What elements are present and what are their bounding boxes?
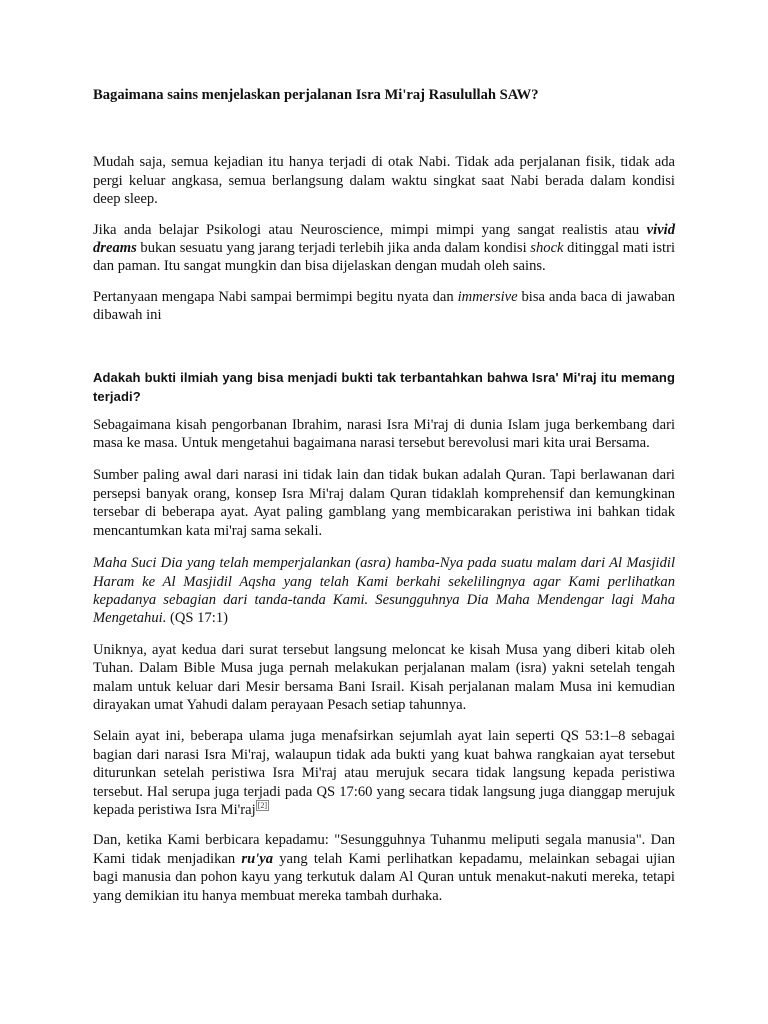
question-heading: Adakah bukti ilmiah yang bisa menjadi bukti tak terbantahkan bahwa Isra' Mi'raj itu memang terjadi? (93, 369, 675, 404)
paragraph-verse-quote (93, 554, 675, 628)
emphasis-immersive: immersive (457, 288, 518, 305)
emphasis-shock: shock (530, 240, 564, 257)
text-segment: Selain ayat ini, beberapa ulama juga menafsirkan sejumlah ayat lain seperti QS 53:1–8 sebagai bagian dari narasi Isra Mi'raj, walaupun tidak ada bukti yang kuat bahwa rangkaian ayat tersebut diturunkan setelah peristiwa Isra Mi'raj atau merujuk secara tidak langsung kepada peristiwa tersebut. Hal serupa juga terjadi pada QS 17:60 yang secara tidak langsung juga dianggap merujuk kepada peristiwa Isra Mi'raj (93, 728, 675, 818)
text-segment: bukan sesuatu yang jarang terjadi terlebih jika anda dalam kondisi (136, 240, 531, 257)
footnote-link[interactable]: [2] (257, 801, 268, 811)
text-segment: Dan, ketika Kami berbicara kepadamu: "Sesungguhnya Tuhanmu meliputi segala manusia". Dan Kami tidak menjadikan (93, 832, 675, 867)
text-segment: ditinggal mati istri dan paman. Itu sangat mungkin dan bisa dijelaskan dengan mudah oleh sains. (93, 240, 676, 275)
paragraph-question-lead (93, 288, 675, 325)
verse-reference: (QS 17:1) (166, 610, 228, 627)
paragraph-intro: Mudah saja, semua kejadian itu hanya terjadi di otak Nabi. Tidak ada perjalanan fisik, tidak ada pergi keluar angkasa, semua berlangsung dalam waktu singkat saat Nabi berada dalam kondisi deep sleep. (93, 154, 675, 208)
text-segment: Pertanyaan mengapa Nabi sampai bermimpi begitu nyata dan (93, 288, 458, 305)
paragraph-verse-17-60 (93, 831, 675, 905)
document-page (93, 86, 675, 905)
paragraph-narrative-evolution: Sebagaimana kisah pengorbanan Ibrahim, narasi Isra Mi'raj di dunia Islam juga berkembang dari masa ke masa. Untuk mengetahui bagaimana narasi tersebut berevolusi mari kita urai Bersama. (93, 416, 675, 452)
text-segment: bisa anda baca di jawaban dibawah ini (93, 288, 676, 324)
text-segment: yang telah Kami perlihatkan kepadamu, melainkan sebagai ujian bagi manusia dan pohon kayu yang terkutuk dalam Al Quran untuk menakut-nakuti mereka, tetapi yang demikian itu hanya membuat mereka tambah durhaka. (93, 850, 676, 904)
paragraph-psychology (93, 221, 675, 276)
paragraph-quran-source: Sumber paling awal dari narasi ini tidak lain dan tidak bukan adalah Quran. Tapi berlawanan dari persepsi banyak orang, konsep Isra Mi'raj dalam Quran tidaklah komprehensif dan kemungkinan tersebar di beberapa ayat. Ayat paling gamblang yang membicarakan peristiwa ini bahkan tidak mencantumkan kata mi'raj sama sekali. (93, 467, 675, 539)
paragraph-other-verses (93, 727, 675, 819)
verse-quote: Maha Suci Dia yang telah memperjalankan (asra) hamba-Nya pada suatu malam dari Al Masjidil Haram ke Al Masjidil Aqsha yang telah Kami berkahi sekelilingnya agar Kami perlihatkan kepadanya sebagian dari tanda-tanda Kami. Sesungguhnya Dia Maha Mendengar lagi Maha Mengetahui. (93, 555, 675, 627)
emphasis-ruya: ru'ya (241, 850, 274, 867)
text-segment: Jika anda belajar Psikologi atau Neuroscience, mimpi mimpi yang sangat realistis atau (93, 221, 647, 238)
paragraph-musa: Uniknya, ayat kedua dari surat tersebut langsung meloncat ke kisah Musa yang diberi kitab oleh Tuhan. Dalam Bible Musa juga pernah melakukan perjalanan malam (isra) yakni setelah tengah malam untuk keluar dari Mesir bersama Bani Israil. Kisah perjalanan malam Musa ini kemudian dirayakan umat Yahudi dalam perayaan Pesach setiap tahunnya. (93, 641, 675, 713)
emphasis-vivid-dreams: vivid dreams (93, 221, 675, 257)
document-title: Bagaimana sains menjelaskan perjalanan Isra Mi'raj Rasulullah SAW? (93, 87, 539, 103)
